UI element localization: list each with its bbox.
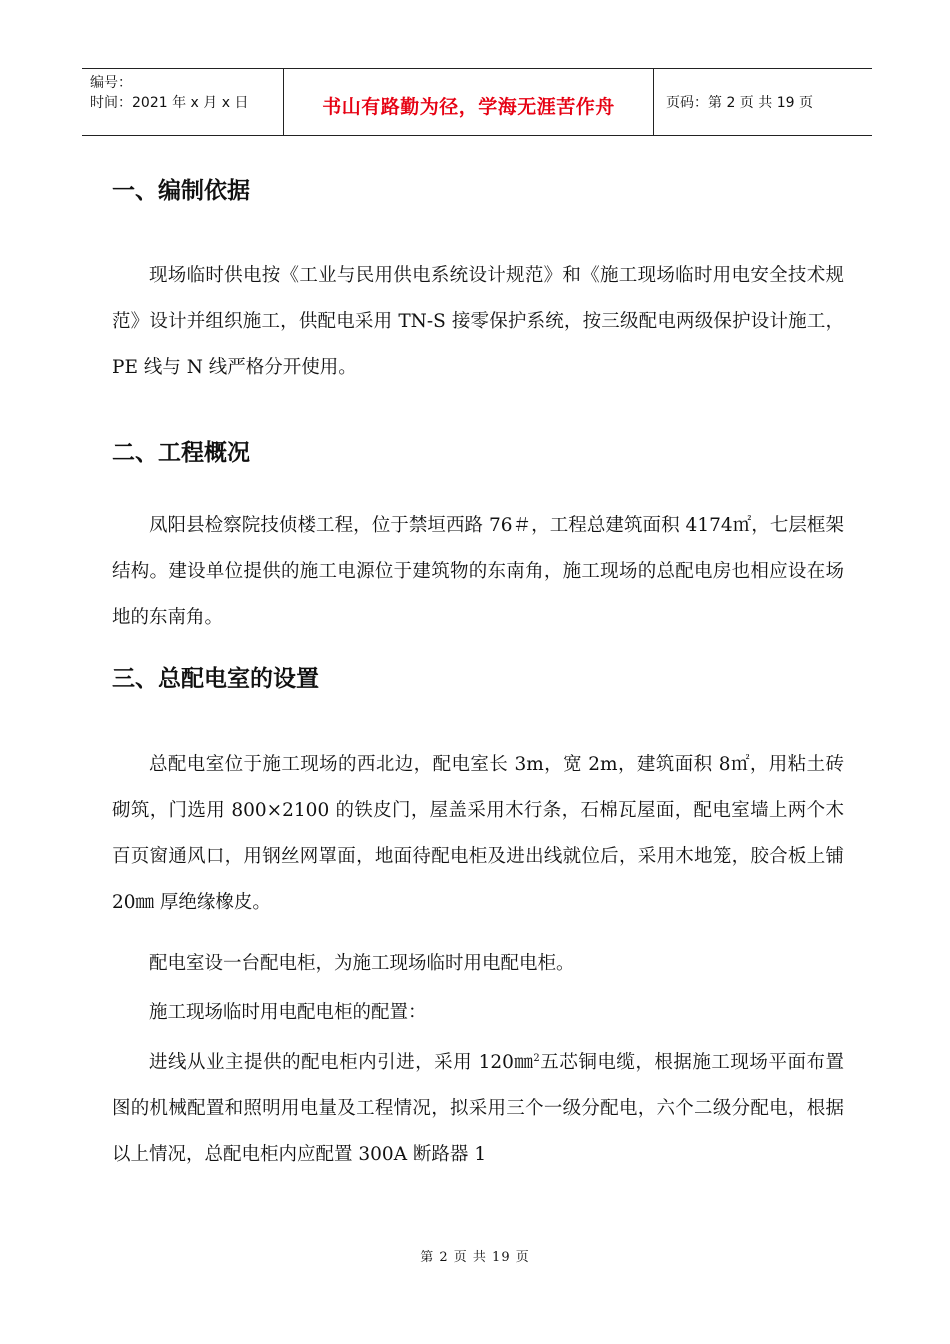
document-time-label: 时间：2021 年 x 月 x 日 [90, 95, 249, 111]
header-motto-cell [284, 69, 654, 135]
header-meta-cell [82, 69, 284, 135]
paragraph-cabinet: 配电室设一台配电柜，为施工现场临时用电配电柜。 [149, 953, 575, 974]
section-title-distribution-room: 三、总配电室的设置 [112, 666, 319, 692]
incoming-line-text-b: 五芯铜电缆，根据施工现场平面布置图的机械配置和照明用电量及工程情况，拟采用三个一级分配电，六个二级分配电，根据以上情况，总配电柜内应配置 300A 断路器 1 [112, 1052, 844, 1165]
paragraph-overview: 凤阳县检察院技侦楼工程，位于禁垣西路 76＃，工程总建筑面积 4174㎡，七层框架结构。建设单位提供的施工电源位于建筑物的东南角，施工现场的总配电房也相应设在场地的东南角。 [112, 515, 844, 628]
header-page-cell [654, 69, 872, 135]
paragraph-basis: 现场临时供电按《工业与民用供电系统设计规范》和《施工现场临时用电安全技术规范》设计并组织施工，供配电采用 TN-S 接零保护系统，按三级配电两级保护设计施工，PE 线与 N 线严格分开使用。 [112, 265, 844, 378]
paragraph-incoming-line [112, 1040, 844, 1178]
incoming-line-text-a: 进线从业主提供的配电柜内引进，采用 120㎜ [149, 1052, 534, 1073]
header-motto: 书山有路勤为径，学海无涯苦作舟 [322, 95, 615, 118]
paragraph-room-description: 总配电室位于施工现场的西北边，配电室长 3m，宽 2m，建筑面积 8㎡，用粘土砖砌筑，门选用 800×2100 的铁皮门，屋盖采用木行条，石棉瓦屋面，配电室墙上两个木百页窗通风口，用钢丝网罩面，地面待配电柜及进出线就位后，采用木地笼，胶合板上铺 20㎜ 厚绝缘橡皮。 [112, 754, 844, 913]
superscript-2: 2 [533, 1052, 540, 1064]
paragraph-cabinet-config: 施工现场临时用电配电柜的配置： [149, 1002, 427, 1023]
page-header [82, 68, 872, 136]
page-footer: 第 2 页 共 19 页 [420, 1250, 530, 1265]
header-page-info: 页码：第 2 页 共 19 页 [666, 95, 813, 111]
section-title-overview: 二、工程概况 [112, 440, 250, 466]
section-title-basis: 一、编制依据 [112, 178, 250, 204]
document-number-label: 编号： [90, 75, 132, 91]
